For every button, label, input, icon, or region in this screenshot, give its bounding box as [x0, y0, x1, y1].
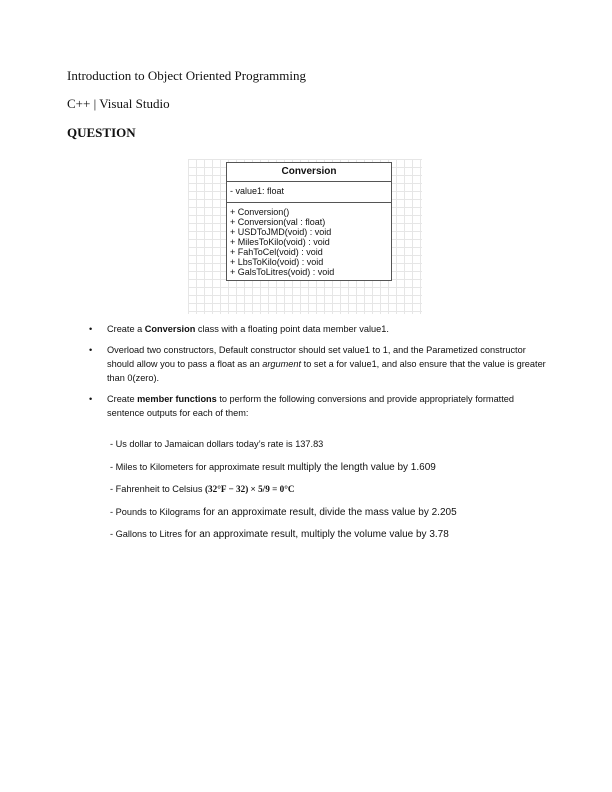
conversion-item: - Miles to Kilometers for approximate result multiply the length value by 1.609 — [110, 461, 436, 473]
uml-method: + GalsToLitres(void) : void — [230, 267, 335, 277]
uml-method: + USDToJMD(void) : void — [230, 227, 332, 237]
document-title: Introduction to Object Oriented Programming — [67, 68, 307, 83]
document-subtitle: C++ | Visual Studio — [67, 96, 170, 111]
bullet-icon: • — [89, 345, 93, 355]
uml-class-name: Conversion — [227, 163, 391, 182]
conversion-item: - Us dollar to Jamaican dollars today’s rate is 137.83 — [110, 439, 324, 449]
uml-diagram — [188, 159, 422, 314]
uml-attribute: - value1: float — [227, 182, 391, 203]
conversion-item: - Pounds to Kilograms for an approximate result, divide the mass value by 2.205 — [110, 506, 457, 518]
list-item: • Overload two constructors, Default constructor should set value1 to 1, and the Parametized constructor should allow you to pass a float as an argument to set a for value1, and also ensure that the value is greater than 0(zero). — [89, 345, 546, 383]
uml-methods — [227, 203, 391, 280]
uml-method: + LbsToKilo(void) : void — [230, 257, 324, 267]
conversion-item: - Fahrenheit to Celsius (32°F − 32) × 5/9 = 0°C — [110, 484, 295, 494]
conversion-item: - Gallons to Litres for an approximate result, multiply the volume value by 3.78 — [110, 529, 449, 540]
uml-class-box — [226, 162, 392, 281]
conversion-list — [110, 439, 457, 552]
list-item: • Create a Conversion class with a floating point data member value1. — [89, 324, 389, 334]
uml-method: + MilesToKilo(void) : void — [230, 237, 330, 247]
instruction-list — [89, 322, 549, 427]
uml-method: + FahToCel(void) : void — [230, 247, 323, 257]
bullet-icon: • — [89, 324, 93, 334]
uml-method: + Conversion(val : float) — [230, 217, 326, 227]
list-item: • Create member functions to perform the following conversions and provide appropriately formatted sentence outputs for each of them: — [89, 394, 515, 418]
uml-method: + Conversion() — [230, 207, 290, 217]
question-heading: QUESTION — [67, 125, 136, 140]
bullet-icon: • — [89, 394, 93, 404]
